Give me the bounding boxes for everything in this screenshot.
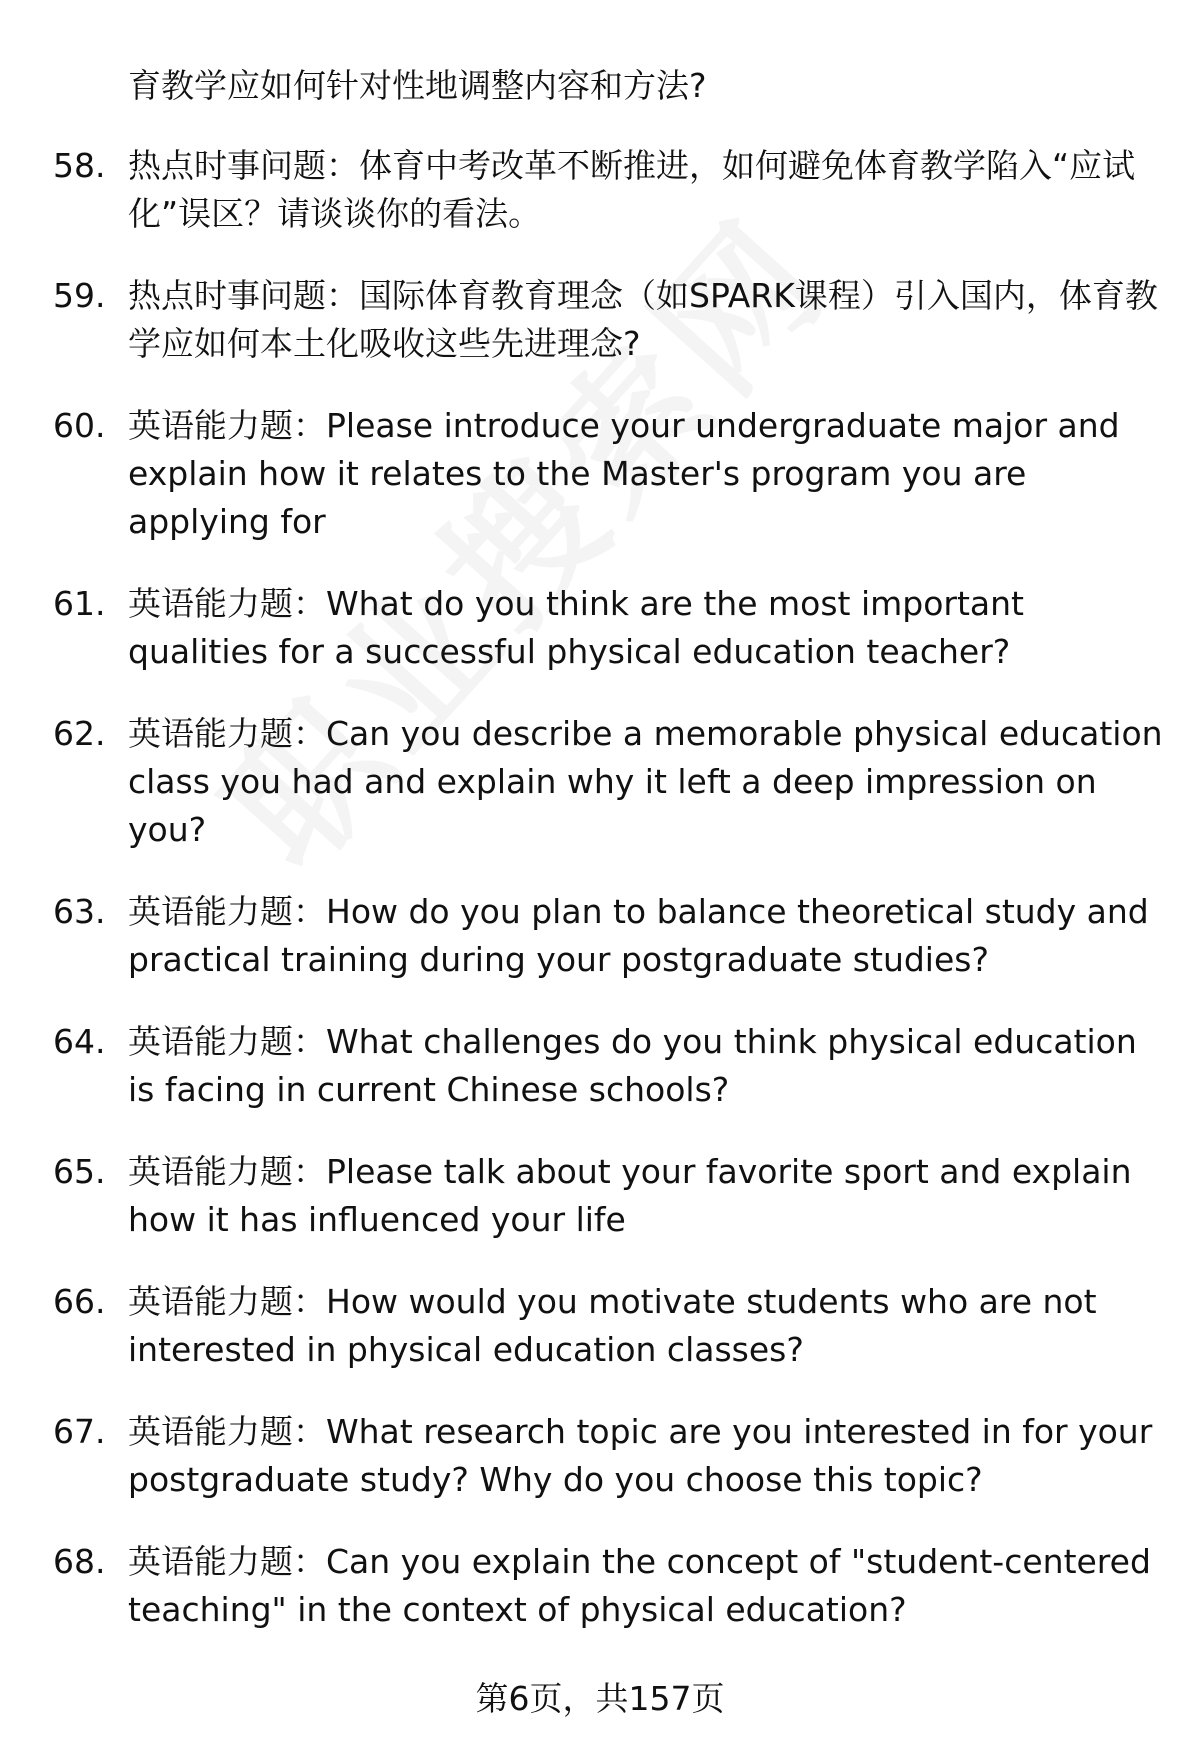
question-item-59	[0, 272, 1163, 368]
question-list	[0, 142, 1200, 1668]
continuation-text: 育教学应如何针对性地调整内容和方法?	[128, 66, 707, 105]
question-number: 66.	[53, 1282, 106, 1321]
question-item-63	[0, 888, 1163, 984]
question-number: 58.	[53, 146, 106, 185]
question-text: 英语能力题：How would you motivate students who are not interested in physical education classes?	[128, 1282, 1097, 1369]
question-number: 67.	[53, 1412, 106, 1451]
question-number: 59.	[53, 276, 106, 315]
question-text: 英语能力题：Please introduce your undergraduate major and explain how it relates to the Master's program you are applying for	[128, 406, 1120, 541]
question-text: 英语能力题：What challenges do you think physical education is facing in current Chinese schools?	[128, 1022, 1137, 1109]
question-text: 英语能力题：How do you plan to balance theoretical study and practical training during your postgraduate studies?	[128, 892, 1149, 979]
question-text: 热点时事问题：体育中考改革不断推进，如何避免体育教学陷入“应试化”误区？请谈谈你的看法。	[128, 146, 1136, 233]
question-item-66	[0, 1278, 1163, 1374]
question-item-65	[0, 1148, 1163, 1244]
question-number: 65.	[53, 1152, 106, 1191]
question-number: 62.	[53, 714, 106, 753]
question-item-60	[0, 402, 1163, 546]
question-item-64	[0, 1018, 1163, 1114]
question-item-58	[0, 142, 1163, 238]
question-item-67	[0, 1408, 1163, 1504]
question-item-68	[0, 1538, 1163, 1634]
question-item-62	[0, 710, 1163, 854]
question-number: 61.	[53, 584, 106, 623]
question-number: 64.	[53, 1022, 106, 1061]
question-text: 英语能力题：What do you think are the most important qualities for a successful physical education teacher?	[128, 584, 1024, 671]
page-footer: 第6页，共157页	[475, 1679, 725, 1718]
question-text: 英语能力题：Please talk about your favorite sport and explain how it has influenced your life	[128, 1152, 1132, 1239]
question-text: 英语能力题：Can you explain the concept of "student-centered teaching" in the context of physical education?	[128, 1542, 1151, 1629]
question-item-61	[0, 580, 1163, 676]
question-number: 68.	[53, 1542, 106, 1581]
question-text: 热点时事问题：国际体育教育理念（如SPARK课程）引入国内，体育教学应如何本土化吸收这些先进理念?	[128, 276, 1158, 363]
question-text: 英语能力题：What research topic are you interested in for your postgraduate study? Why do you choose this topic?	[128, 1412, 1153, 1499]
question-number: 63.	[53, 892, 106, 931]
question-text: 英语能力题：Can you describe a memorable physical education class you had and explain why it left a deep impression on you?	[128, 714, 1163, 849]
question-number: 60.	[53, 406, 106, 445]
